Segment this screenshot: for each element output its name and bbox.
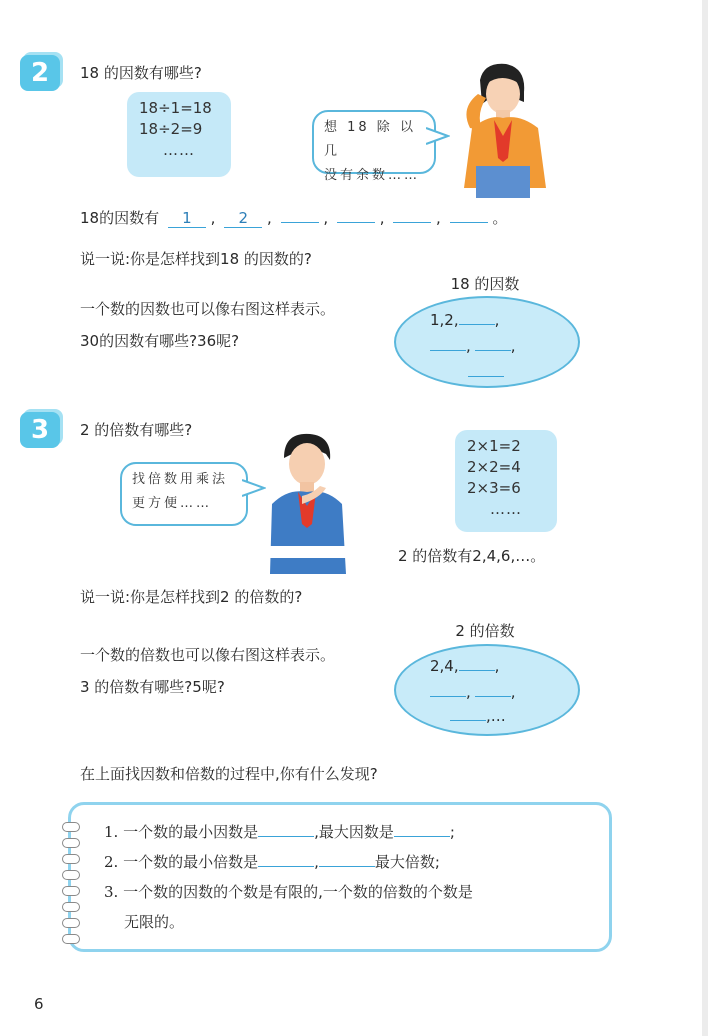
ellipse-text: 1,2, [430,311,459,329]
ellipse-blank [468,362,504,377]
finding-text: 最大倍数; [374,853,440,871]
section-3-question: 2 的倍数有哪些? [80,421,193,439]
section-2-line2: 30的因数有哪些?36呢? [80,332,240,350]
comma: , [379,209,385,227]
ellipse-blank [430,682,466,697]
binder-ring [62,886,80,896]
finding-text: 一个数的最小因数是 [123,823,259,841]
ellipse-row [450,706,506,725]
section-2-say: 说一说:你是怎样找到18 的因数的? [80,250,312,268]
ellipse-text: 2,4, [430,657,459,675]
ellipse-blank [450,706,486,721]
calc-line: 18÷2=9 [139,120,203,138]
factor-answer-line [80,207,507,228]
bubble-line: 找倍数用乘法 [132,472,229,487]
boy-illustration [262,428,352,574]
answer-blank: 2 [224,209,262,228]
finding-number: 1. [104,823,119,841]
finding-blank [319,852,375,867]
ellipse-row [430,682,516,701]
finding-3-cont: 无限的。 [124,913,185,931]
section-3-say: 说一说:你是怎样找到2 的倍数的? [80,588,303,606]
section-3-badge: 3 [20,412,60,448]
bubble-line: 没有余数…… [324,168,421,183]
answer-blank: 1 [168,209,206,228]
answer-blank [450,222,488,223]
ellipse-row [430,310,499,329]
calc-line: 18÷1=18 [139,99,212,117]
ellipse-sep: , [494,311,500,329]
calc-line: …… [163,141,195,159]
finding-number: 3. [104,883,119,901]
comma: , [436,209,441,227]
ellipse-blank [475,336,511,351]
multiples-result: 2 的倍数有2,4,6,…。 [398,547,546,565]
ellipse-row [430,656,499,675]
answer-prefix: 18的因数有 [80,209,160,227]
finding-blank [258,822,314,837]
section-3-line2: 3 的倍数有哪些?5呢? [80,678,225,696]
calc-line: …… [490,500,522,518]
ellipse-sep: , [510,337,516,355]
binder-ring [62,870,80,880]
girl-illustration [450,58,550,198]
multiples-ellipse-label: 2 的倍数 [455,622,515,640]
comma: , [210,209,216,227]
finding-blank [258,852,314,867]
answer-end: 。 [492,209,508,227]
finding-2 [104,851,440,872]
binder-ring [62,838,80,848]
binder-ring [62,822,80,832]
bubble-tail [426,126,450,146]
binder-ring [62,934,80,944]
section-2-line1: 一个数的因数也可以像右图这样表示。 [80,300,336,318]
finding-number: 2. [104,853,119,871]
comma: , [267,209,272,227]
division-box [127,92,231,177]
multiplication-box [455,430,557,532]
answer-blank [393,222,431,223]
comma: , [323,209,329,227]
finding-text: ; [449,823,455,841]
page-edge [702,0,708,1036]
ellipse-sep: , [466,337,471,355]
ellipse-end: ,… [486,707,506,725]
ellipse-blank [430,336,466,351]
finding-text: , [314,853,319,871]
factors-ellipse-label: 18 的因数 [450,275,520,293]
finding-text: 一个数的因数的个数是有限的,一个数的倍数的个数是 [123,883,473,901]
binder-ring [62,918,80,928]
binder-ring [62,854,80,864]
speech-bubble-boy [120,462,248,526]
ellipse-row [468,362,504,381]
bubble-line: 更方便…… [132,496,213,511]
ellipse-blank [459,310,495,325]
discover-prompt: 在上面找因数和倍数的过程中,你有什么发现? [80,765,378,783]
answer-blank [281,222,319,223]
ellipse-sep: , [494,657,500,675]
page-number: 6 [34,995,44,1013]
finding-blank [394,822,450,837]
finding-1 [104,821,455,842]
finding-3 [104,881,473,902]
finding-text: 一个数的最小倍数是 [123,853,259,871]
section-2-question: 18 的因数有哪些? [80,64,202,82]
answer-blank [337,222,375,223]
ellipse-sep: , [466,683,471,701]
section-3-line1: 一个数的倍数也可以像右图这样表示。 [80,646,336,664]
speech-bubble-girl [312,110,436,183]
finding-text: ,最大因数是 [314,823,394,841]
ellipse-row [430,336,516,355]
section-2-badge: 2 [20,55,60,91]
bubble-line: 想 18 除 以 几 [324,120,416,159]
calc-line: 2×3=6 [467,479,521,497]
calc-line: 2×2=4 [467,458,521,476]
ellipse-blank [459,656,495,671]
ellipse-blank [475,682,511,697]
ellipse-sep: , [510,683,516,701]
binder-ring [62,902,80,912]
calc-line: 2×1=2 [467,437,521,455]
